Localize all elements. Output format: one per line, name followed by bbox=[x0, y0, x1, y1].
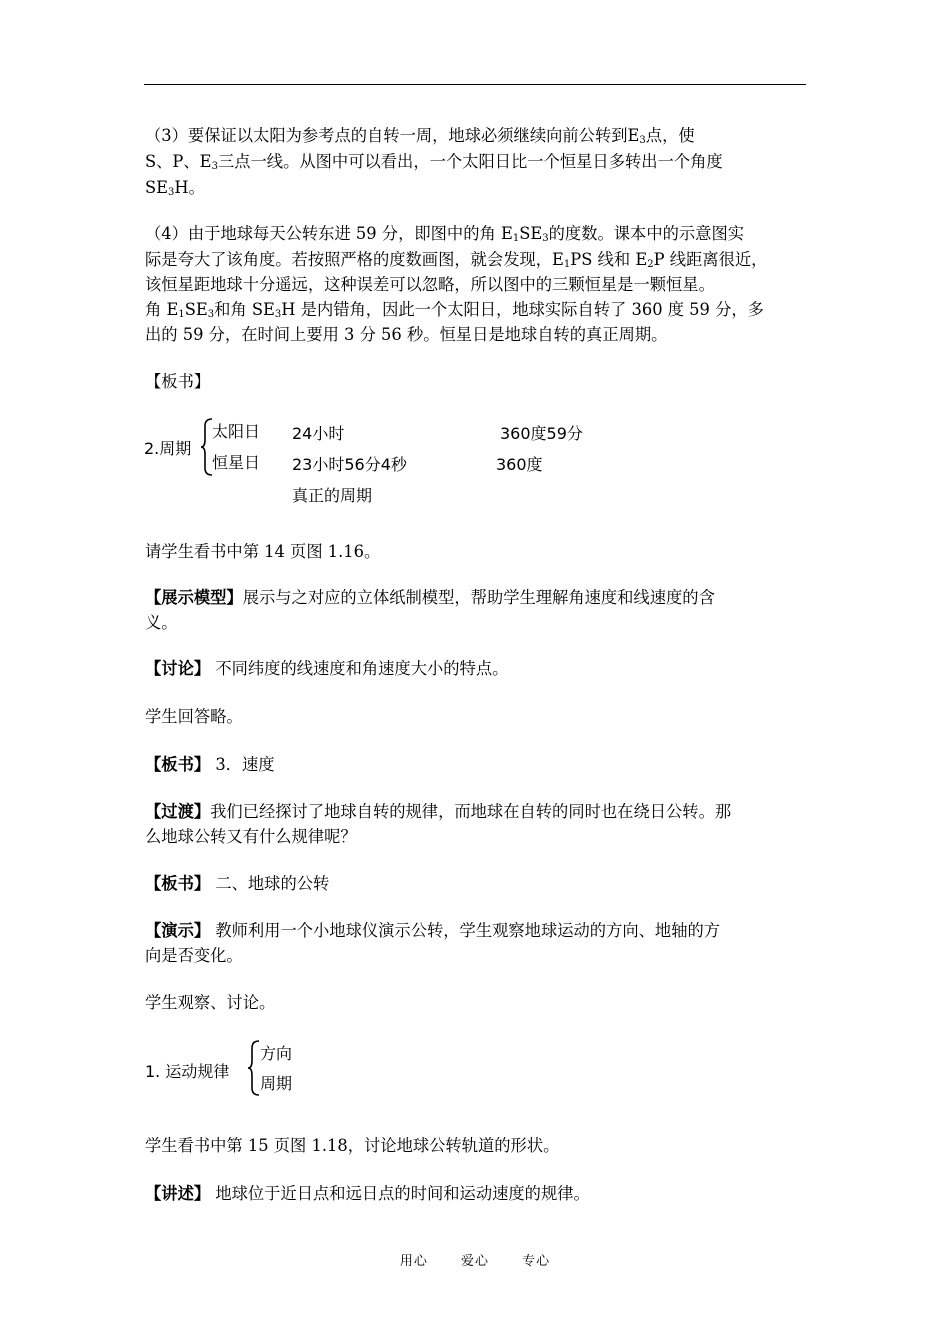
page-footer bbox=[0, 1250, 950, 1269]
solar-day-angle: 360度59分 bbox=[500, 424, 583, 443]
board-speed-line: 【板书】 3．速度 bbox=[145, 755, 275, 774]
solar-day-label: 太阳日 bbox=[212, 422, 261, 441]
para4-line2: 际是夸大了该角度。若按照严格的度数画图，就会发现，$E_1PS$ 线和 $E_2P$ 线距离很近， bbox=[145, 250, 768, 270]
motion-brace-icon bbox=[247, 1040, 261, 1096]
transition-line2: 么地球公转又有什么规律呢？ bbox=[145, 827, 357, 846]
observe-line: 学生观察、讨论。 bbox=[145, 993, 276, 1012]
sidereal-day-time: 23小时56分4秒 bbox=[292, 455, 407, 474]
read-instruction-2: 学生看书中第 15 页图 1.18，讨论地球公转轨道的形状。 bbox=[145, 1136, 560, 1155]
para3-line1: （3）要保证以太阳为参考点的自转一周，地球必须继续向前公转到$E_3$点，使 bbox=[145, 126, 695, 146]
model-line1: 【展示模型】展示与之对应的立体纸制模型，帮助学生理解角速度和线速度的含 bbox=[145, 588, 715, 607]
answer-line: 学生回答略。 bbox=[145, 707, 243, 726]
para3-line3: $SE_3H$。 bbox=[145, 178, 205, 198]
demo-line2: 向是否变化。 bbox=[145, 946, 243, 965]
footer-item: 爱心 bbox=[460, 1254, 489, 1269]
header-rule bbox=[144, 84, 806, 85]
demo-line1: 【演示】 教师利用一个小地球仪演示公转，学生观察地球运动的方向、地轴的方 bbox=[145, 921, 721, 940]
read-instruction-1: 请学生看书中第 14 页图 1.16。 bbox=[145, 542, 381, 561]
para4-line1: （4）由于地球每天公转东进 59 分，即图中的角 $E_1SE_3$的度数。课本中的示意图实 bbox=[145, 224, 745, 244]
true-period-note: 真正的周期 bbox=[292, 486, 373, 505]
para3-line2: S、P、$E_3$三点一线。从图中可以看出，一个太阳日比一个恒星日多转出一个角度 bbox=[145, 152, 723, 172]
para4-line3: 该恒星距地球十分遥远，这种误差可以忽略，所以图中的三颗恒星是一颗恒星。 bbox=[145, 275, 715, 294]
board-heading-1: 【板书】 bbox=[145, 372, 211, 391]
model-line2: 义。 bbox=[145, 613, 178, 632]
discuss-line: 【讨论】 不同纬度的线速度和角速度大小的特点。 bbox=[145, 659, 509, 678]
sidereal-day-angle: 360度 bbox=[496, 455, 543, 474]
sidereal-day-label: 恒星日 bbox=[212, 453, 261, 472]
period-label: 2.周期 bbox=[144, 439, 192, 458]
lecture-line: 【讲述】 地球位于近日点和远日点的时间和运动速度的规律。 bbox=[145, 1184, 590, 1203]
motion-item-direction: 方向 bbox=[260, 1044, 293, 1063]
footer-item: 专心 bbox=[522, 1254, 551, 1269]
transition-line1: 【过渡】我们已经探讨了地球自转的规律，而地球在自转的同时也在绕日公转。那 bbox=[145, 802, 732, 821]
motion-item-period: 周期 bbox=[260, 1074, 293, 1093]
footer-item: 用心 bbox=[399, 1254, 428, 1269]
board-revolution-line: 【板书】 二、地球的公转 bbox=[145, 874, 330, 893]
motion-label: 1. 运动规律 bbox=[145, 1062, 230, 1081]
solar-day-time: 24小时 bbox=[292, 424, 345, 443]
para4-line4: 角 $E_1SE_3$和角 $SE_3H$ 是内错角，因此一个太阳日，地球实际自转了 360 度 59 分，多 bbox=[145, 300, 764, 320]
para4-line5: 出的 59 分，在时间上要用 3 分 56 秒。恒星日是地球自转的真正周期。 bbox=[145, 325, 668, 344]
